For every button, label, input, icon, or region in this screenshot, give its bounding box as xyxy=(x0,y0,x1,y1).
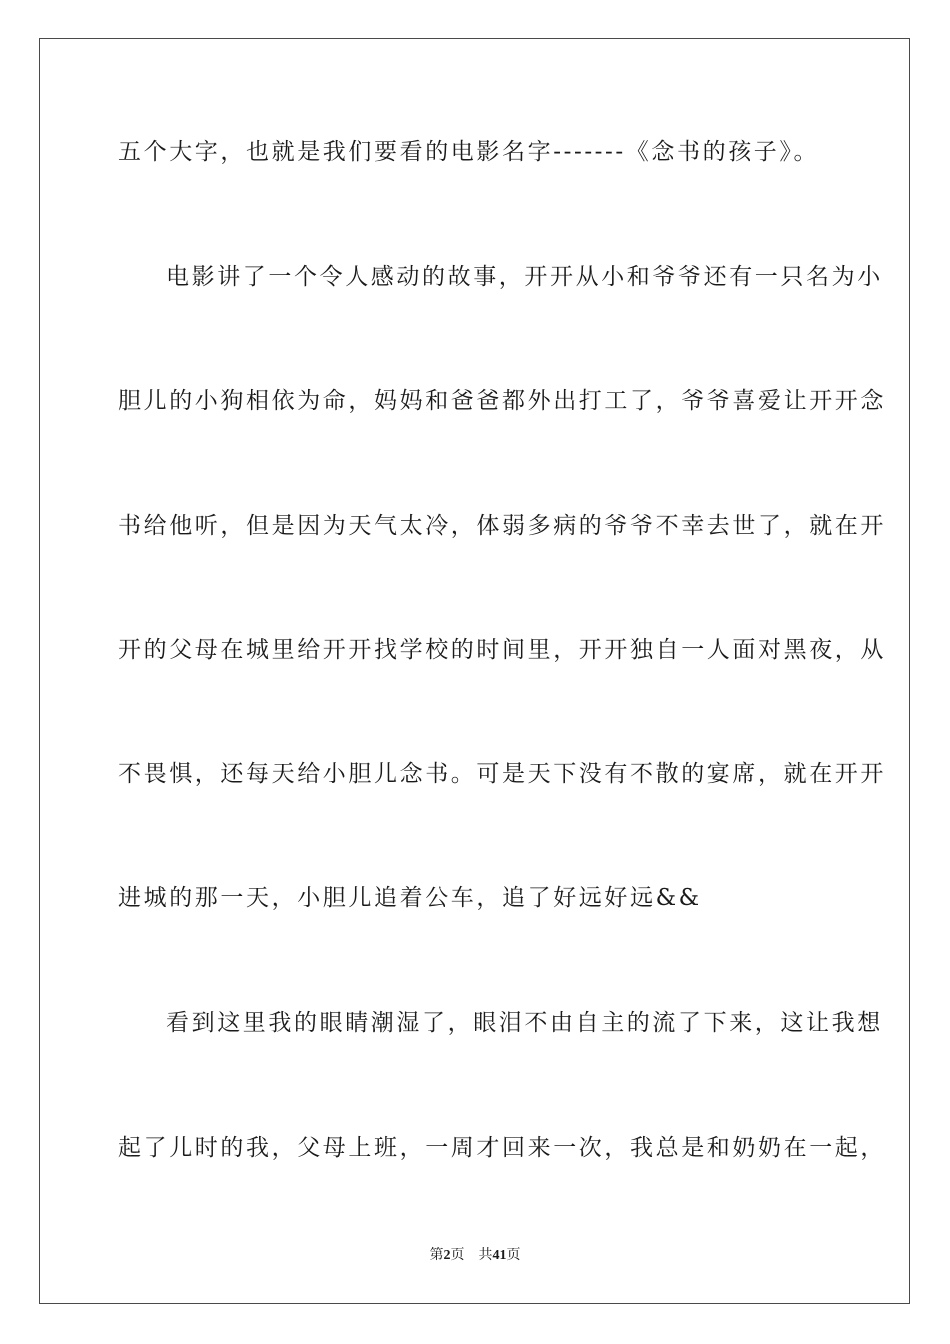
page-number: 2 xyxy=(443,1248,451,1263)
text-line-5: 开的父母在城里给开开找学校的时间里，开开独自一人面对黑夜，从 xyxy=(118,637,886,663)
paragraph-3-line-1: 看到这里我的眼睛潮湿了，眼泪不由自主的流了下来，这让我想 xyxy=(166,1010,883,1036)
text-line-4: 书给他听，但是因为天气太冷，体弱多病的爷爷不幸去世了，就在开 xyxy=(118,513,886,539)
text-line-7: 进城的那一天，小胆儿追着公车，追了好远好远&& xyxy=(118,885,702,911)
text-line-1: 五个大字，也就是我们要看的电影名字-------《念书的孩子》。 xyxy=(118,139,820,165)
page-suffix: 页 xyxy=(450,1248,465,1263)
total-suffix: 页 xyxy=(506,1248,521,1263)
page-border xyxy=(39,38,910,1304)
text-line-3: 胆儿的小狗相依为命，妈妈和爸爸都外出打工了，爷爷喜爱让开开念 xyxy=(118,388,886,414)
text-line-6: 不畏惧，还每天给小胆儿念书。可是天下没有不散的宴席，就在开开 xyxy=(118,761,886,787)
total-pages: 41 xyxy=(492,1248,507,1263)
paragraph-2-line-1: 电影讲了一个令人感动的故事，开开从小和爷爷还有一只名为小 xyxy=(166,264,883,290)
text-line-9: 起了儿时的我，父母上班，一周才回来一次，我总是和奶奶在一起， xyxy=(118,1135,886,1161)
page-footer xyxy=(0,1247,950,1265)
page-prefix: 第 xyxy=(429,1248,444,1263)
total-prefix: 共 xyxy=(478,1248,493,1263)
